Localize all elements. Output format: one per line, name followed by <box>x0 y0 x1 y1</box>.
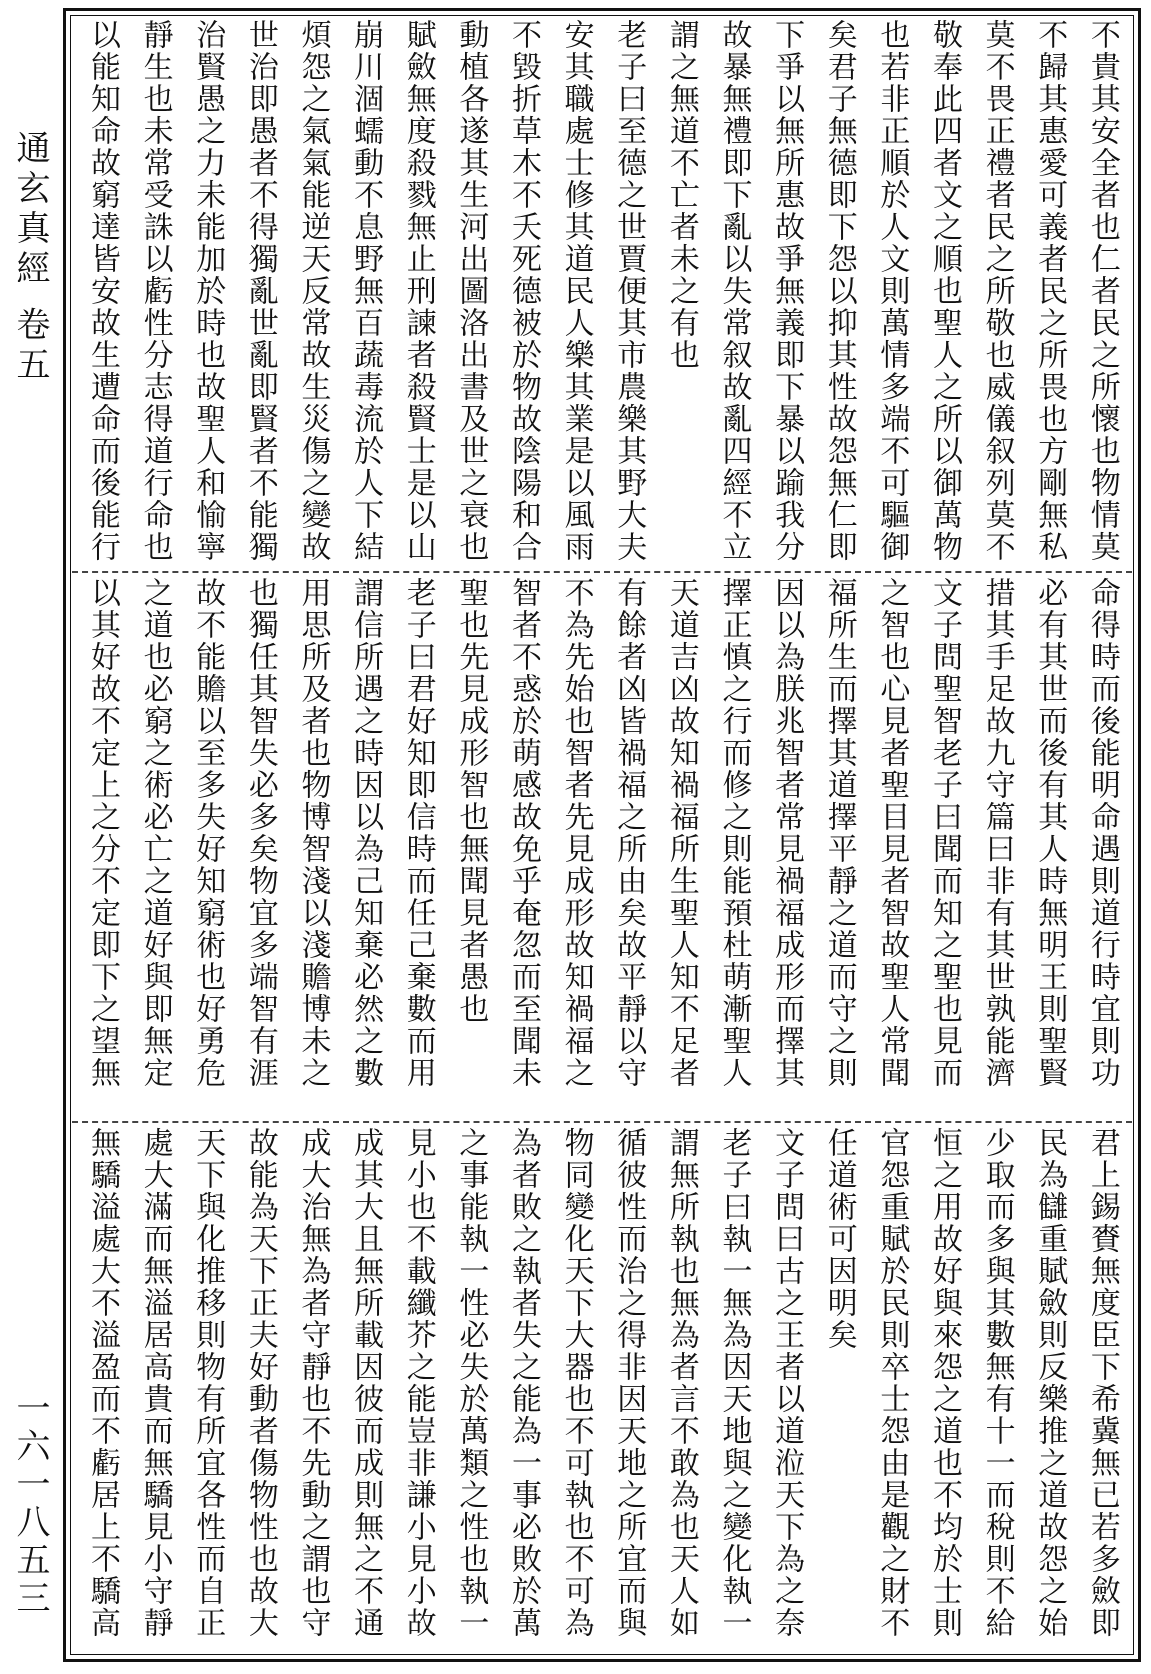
text-column: 動植各遂其生河出圖洛出書及世之衰也 <box>453 19 489 563</box>
register-bottom-columns <box>72 1127 1132 1653</box>
text-column: 無驕溢處大不溢盈而不虧居上不驕高 <box>85 1127 120 1639</box>
text-column: 莫不畏正禮者民之所敬也威儀叙列莫不 <box>979 19 1015 563</box>
text-column: 之智也心見者聖目見者智故聖人常聞 <box>874 577 910 1089</box>
text-column: 故不能贍以至多失好知窮術也好勇危 <box>190 577 226 1089</box>
text-column: 循彼性而治之得非因天地之所宜而與 <box>611 1127 647 1639</box>
text-column: 不貴其安全者也仁者民之所懷也物情莫 <box>1084 19 1120 563</box>
text-column: 措其手足故九守篇曰非有其世孰能濟 <box>979 577 1015 1089</box>
text-column: 民為讎重賦斂則反樂推之道故怨之始 <box>1032 1127 1068 1639</box>
text-column: 以其好故不定上之分不定即下之望無 <box>85 577 120 1089</box>
text-column: 任道術可因明矣 <box>821 1127 857 1351</box>
register-middle-columns <box>72 577 1132 1117</box>
text-column: 故暴無禮即下亂以失常叙故亂四經不立 <box>716 19 752 563</box>
text-column: 矣君子無德即下怨以抑其性故怨無仁即 <box>821 19 857 563</box>
register-divider <box>72 571 1132 573</box>
text-column: 老子曰執一無為因天地與之變化執一 <box>716 1127 752 1639</box>
text-column: 老子曰至德之世賈便其市農樂其野大夫 <box>611 19 647 563</box>
text-column: 也若非正順於人文則萬情多端不可驅御 <box>874 19 910 563</box>
text-column: 君上錫賚無度臣下希冀無已若多斂即 <box>1084 1127 1120 1639</box>
text-column: 煩怨之氣氣能逆天反常故生災傷之變故 <box>295 19 331 563</box>
register-top <box>72 19 1132 567</box>
text-column: 天道吉凶故知禍福所生聖人知不足者 <box>663 577 699 1089</box>
text-column: 天下與化推移則物有所宜各性而自正 <box>190 1127 226 1639</box>
text-column: 不為先始也智者先見成形故知禍福之 <box>558 577 594 1089</box>
text-column: 老子曰君好知即信時而任己棄數而用 <box>400 577 436 1089</box>
text-column: 治賢愚之力未能加於時也故聖人和愉寧 <box>190 19 226 563</box>
text-column: 成大治無為者守靜也不先動之謂也守 <box>295 1127 331 1639</box>
text-column: 處大滿而無溢居高貴而無驕見小守靜 <box>137 1127 173 1639</box>
text-column: 不歸其惠愛可義者民之所畏也方剛無私 <box>1032 19 1068 563</box>
page-frame <box>63 8 1141 1662</box>
text-column: 命得時而後能明命遇則道行時宜則功 <box>1084 577 1120 1089</box>
text-column: 因以為朕兆智者常見禍福成形而擇其 <box>769 577 805 1089</box>
text-column: 謂信所遇之時因以為己知棄必然之數 <box>348 577 384 1089</box>
text-column: 有餘者凶皆禍福之所由矣故平靜以守 <box>611 577 647 1089</box>
text-column: 見小也不載纖芥之能豈非謙小見小故 <box>400 1127 436 1639</box>
text-column: 文子問曰古之王者以道涖天下為之奈 <box>769 1127 805 1639</box>
text-column: 之道也必窮之術必亡之道好與即無定 <box>137 577 173 1089</box>
text-column: 安其職處士修其道民人樂其業是以風雨 <box>558 19 594 563</box>
text-column: 不毀折草木不夭死德被於物故陰陽和合 <box>506 19 541 563</box>
text-column: 物同變化天下大器也不可執也不可為 <box>558 1127 594 1639</box>
text-column: 謂之無道不亡者未之有也 <box>663 19 699 371</box>
text-column: 官怨重賦於民則卒士怨由是觀之財不 <box>874 1127 910 1639</box>
text-column: 也獨任其智失必多矣物宜多端智有涯 <box>242 577 278 1089</box>
text-column: 恒之用故好與來怨之道也不均於士則 <box>927 1127 962 1639</box>
text-column: 世治即愚者不得獨亂世亂即賢者不能獨 <box>242 19 278 563</box>
register-divider <box>72 1121 1132 1123</box>
text-column: 必有其世而後有其人時無明王則聖賢 <box>1032 577 1068 1089</box>
text-column: 少取而多與其數無有十一而稅則不給 <box>979 1127 1015 1639</box>
text-column: 謂無所執也無為者言不敢為也天人如 <box>663 1127 699 1639</box>
text-column: 敬奉此四者文之順也聖人之所以御萬物 <box>927 19 962 563</box>
register-top-columns <box>72 19 1132 567</box>
text-column: 擇正慎之行而修之則能預杜萌漸聖人 <box>716 577 752 1089</box>
register-middle <box>72 577 1132 1117</box>
text-column: 以能知命故窮達皆安故生遭命而後能行 <box>85 19 120 563</box>
text-column: 為者敗之執者失之能為一事必敗於萬 <box>506 1127 541 1639</box>
text-column: 福所生而擇其道擇平靜之道而守之則 <box>821 577 857 1089</box>
text-column: 用思所及者也物博智淺以淺贍博未之 <box>295 577 331 1089</box>
margin-page-number: 一六一八五三 <box>10 1390 50 1618</box>
text-column: 下爭以無所惠故爭無義即下暴以踰我分 <box>769 19 805 563</box>
text-column: 聖也先見成形智也無聞見者愚也 <box>453 577 489 1025</box>
text-column: 崩川涸蠕動不息野無百蔬毒流於人下結 <box>348 19 384 563</box>
text-column: 靜生也未常受誅以虧性分志得道行命也 <box>137 19 173 563</box>
margin-book-title: 通玄真經 卷五 <box>10 130 50 387</box>
text-column: 之事能執一性必失於萬類之性也執一 <box>453 1127 489 1639</box>
text-column: 文子問聖智老子曰聞而知之聖也見而 <box>927 577 962 1089</box>
text-column: 智者不惑於萌感故免乎奄忽而至聞未 <box>506 577 541 1089</box>
register-bottom <box>72 1127 1132 1653</box>
text-column: 故能為天下正夫好動者傷物性也故大 <box>242 1127 278 1639</box>
text-column: 賦斂無度殺戮無止刑諫者殺賢士是以山 <box>400 19 436 563</box>
text-column: 成其大且無所載因彼而成則無之不通 <box>348 1127 384 1639</box>
